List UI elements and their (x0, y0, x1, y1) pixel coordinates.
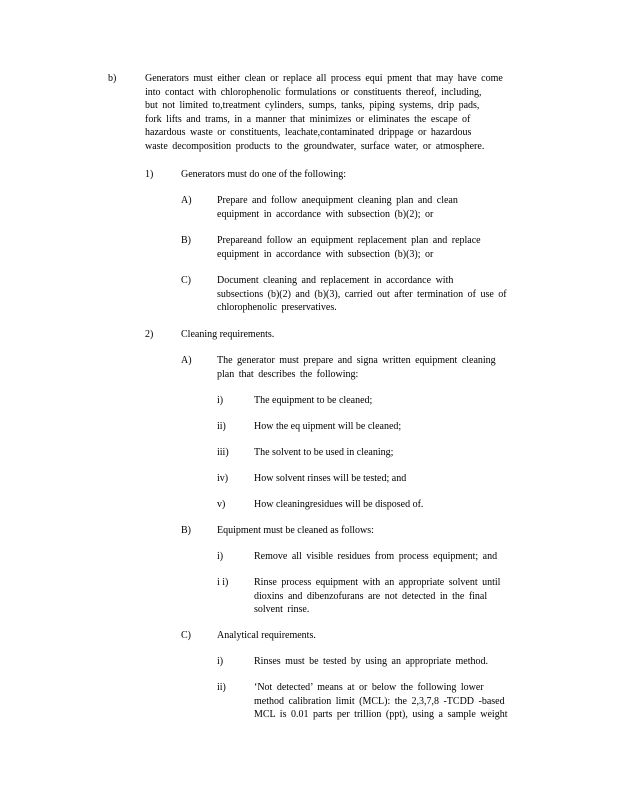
item-2c-ii-label: ii) (217, 682, 226, 693)
item-2a-iii-label: iii) (217, 447, 229, 458)
item-2a-iv-text: How solvent rinses will be tested; and (254, 473, 407, 484)
item-1b-label: B) (181, 235, 191, 246)
item-1a-paragraph (217, 194, 458, 221)
item-2a-iii-text: The solvent to be used in cleaning; (254, 447, 394, 458)
item-1a-label: A) (181, 195, 192, 206)
text-line: equipment in accordance with subsection (b)(2); or (217, 208, 434, 220)
item-2a-v-text: How cleaningresidues will be disposed of. (254, 499, 424, 510)
text-line: solvent rinse. (254, 604, 310, 615)
text-line: Rinses must be tested by using an appropriate method. (254, 656, 489, 667)
item-2b-ii-label: i i) (217, 577, 229, 588)
text-line: ‘Not detected’ means at or below the following lower (254, 682, 484, 693)
item-2a-iv-label: iv) (217, 473, 229, 484)
text-line: waste decomposition products to the groundwater, surface water, or atmosphere. (145, 140, 485, 152)
item-2b-i-label: i) (217, 551, 224, 562)
text-line: hazardous waste or constituents, leachate,contaminated drippage or hazardous (145, 127, 472, 138)
item-2a-v-label: v) (217, 499, 226, 510)
item-1-text: Generators must do one of the following: (181, 169, 346, 180)
item-2-label: 2) (145, 329, 154, 340)
item-2c-label: C) (181, 630, 191, 641)
item-2a-i-label: i) (217, 395, 224, 406)
item-2a-paragraph (217, 354, 496, 381)
text-line: chlorophenolic preservatives. (217, 302, 337, 313)
text-line: method calibration limit (MCL): the 2,3,7,8 -TCDD -based (254, 695, 505, 707)
text-line: plan that describes the following: (217, 368, 359, 380)
text-line: Document cleaning and replacement in accordance with (217, 275, 454, 286)
item-2-text: Cleaning requirements. (181, 329, 275, 340)
text-line: Prepareand follow an equipment replacement plan and replace (217, 235, 481, 246)
text-line: subsections (b)(2) and (b)(3), carried out after termination of use of (217, 288, 507, 300)
item-2a-ii-label: ii) (217, 421, 226, 432)
item-1-label: 1) (145, 169, 154, 180)
text-line: fork lifts and trams, in a manner that minimizes or eliminates the escape of (145, 113, 471, 125)
item-2b-label: B) (181, 525, 191, 536)
section-b-label: b) (108, 73, 117, 84)
text-line: equipment in accordance with subsection (b)(3); or (217, 248, 434, 260)
item-1b-paragraph (217, 234, 481, 261)
item-2c-i-paragraph (254, 655, 488, 669)
text-line: but not limited to,treatment cylinders, sumps, tanks, piping systems, drip pads, (145, 100, 480, 111)
item-2a-i-text: The equipment to be cleaned; (254, 395, 373, 406)
item-2c-ii-paragraph (254, 681, 508, 722)
item-2a-label: A) (181, 355, 192, 366)
item-1c-paragraph (217, 274, 507, 315)
text-line: Generators must either clean or replace all process equi pment that may have come (145, 73, 503, 84)
section-b-paragraph (145, 72, 503, 153)
item-2b-i-paragraph (254, 550, 497, 564)
item-2b-text: Equipment must be cleaned as follows: (217, 525, 374, 536)
text-line: Remove all visible residues from process equipment; and (254, 551, 498, 562)
text-line: MCL is 0.01 parts per trillion (ppt), using a sample weight (254, 709, 508, 720)
text-line: dioxins and dibenzofurans are not detected in the final (254, 590, 488, 602)
text-line: Prepare and follow anequipment cleaning plan and clean (217, 195, 458, 206)
item-2a-ii-text: How the eq uipment will be cleaned; (254, 421, 402, 432)
item-1c-label: C) (181, 275, 191, 286)
item-2b-ii-paragraph (254, 576, 500, 617)
text-line: The generator must prepare and signa written equipment cleaning (217, 355, 496, 366)
text-line: into contact with chlorophenolic formulations or constituents thereof, including, (145, 86, 482, 98)
item-2c-i-label: i) (217, 656, 224, 667)
text-line: Rinse process equipment with an appropriate solvent until (254, 577, 501, 588)
item-2c-text: Analytical requirements. (217, 630, 316, 641)
